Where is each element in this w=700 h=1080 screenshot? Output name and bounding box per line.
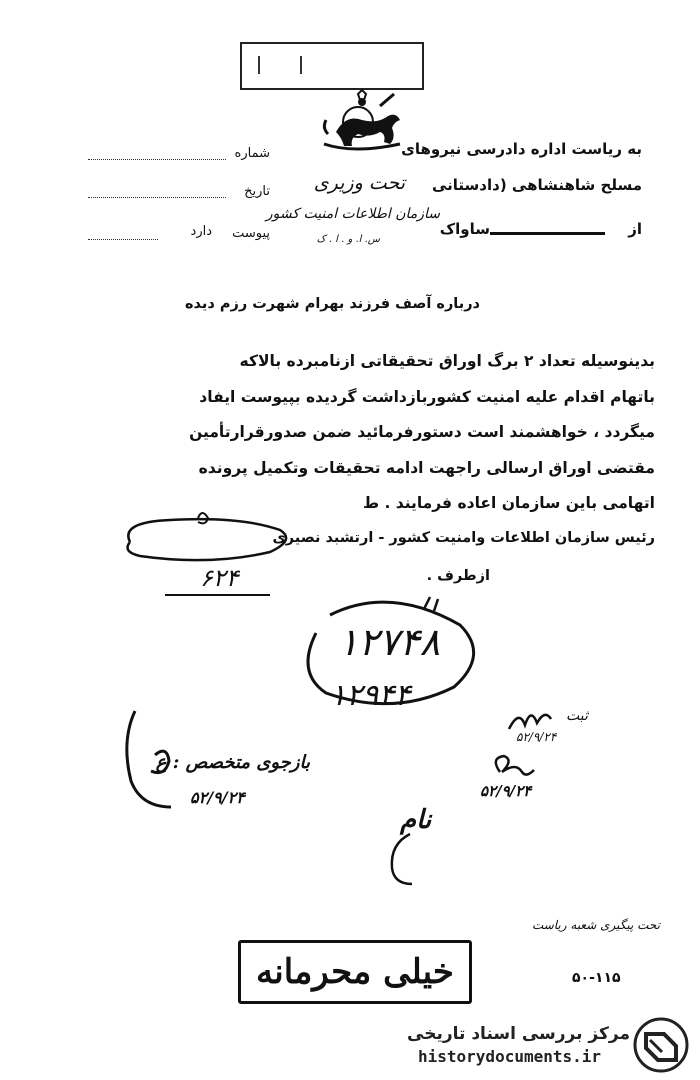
archive-logo-icon — [632, 1016, 690, 1074]
header-handwritten-dept: سازمان اطلاعات امنیت کشور — [265, 206, 440, 222]
date-field — [88, 196, 226, 198]
right-note-date-1: ۵۲/۹/۲۴ — [516, 730, 557, 744]
right-note-date-2: ۵۲/۹/۲۴ — [480, 782, 532, 800]
right-note-sign: نام — [400, 805, 432, 835]
right-signature-scribble-2 — [480, 752, 550, 782]
number-label: شماره — [234, 146, 270, 161]
stamp-number-2: ۱۲۹۴۴ — [330, 678, 411, 713]
body-line-3: میگردد ، خواهشمند است دستورفرمائید ضمن صدورقرارتأمین — [189, 423, 655, 441]
watermark-title: مرکز بررسی اسناد تاریخی — [407, 1024, 630, 1044]
doc-code: ۵۰-۱۱۵ — [572, 970, 621, 986]
signature-underline — [165, 594, 270, 596]
body-line-1: بدینوسیله تعداد ۲ برگ اوراق تحقیقاتی ازنامبرده بالاکه — [239, 352, 655, 370]
attachment-field — [88, 238, 158, 240]
body-line-5: اتهامی باین سازمان اعاده فرمایند . ط — [362, 494, 655, 512]
stamp-number-1: ۱۲۷۴۸ — [338, 620, 441, 664]
subject-line: درباره آصف فرزند بهرام شهرت رزم دیده — [184, 296, 480, 312]
signature-code: ۶۲۴ — [200, 564, 239, 592]
signature-by-order: ازطرف . — [426, 568, 490, 584]
number-field — [88, 158, 226, 160]
header-line-3-prefix: از — [628, 220, 642, 238]
classification-label: خیلی محرمانه — [256, 952, 454, 992]
left-note-line-2: ۵۲/۹/۲۴ — [190, 788, 245, 807]
stamp-scribble — [258, 56, 302, 74]
header-line-3-dash — [490, 232, 605, 235]
header-line-1: به ریاست اداره دادرسی نیروهای — [401, 140, 642, 158]
right-signature-scribble-3 — [380, 830, 430, 890]
right-note-word: ثبت — [566, 708, 588, 724]
signature-title: رئیس سازمان اطلاعات وامنیت کشور - ارتشبد نصیری — [272, 530, 655, 546]
classification-stamp — [238, 940, 472, 1004]
watermark-url: historydocuments.ir — [418, 1047, 602, 1066]
attachment-value: دارد — [190, 224, 212, 239]
attachment-label: پیوست — [232, 226, 270, 241]
right-note-bottom: تحت پیگیری شعبه ریاست — [531, 918, 660, 932]
header-line-2: مسلح شاهنشاهی (دادستانی — [431, 176, 642, 194]
header-line-3-mid: ساواک — [439, 220, 490, 238]
top-stamp-box — [240, 42, 424, 90]
body-line-2: باتهام اقدام علیه امنیت کشوربازداشت گردیده بپیوست ایفاد — [199, 388, 655, 406]
body-line-4: مقتضی اوراق ارسالی راجهت ادامه تحقیقات وتکمیل پرونده — [198, 459, 655, 477]
date-label: تاریخ — [244, 184, 270, 199]
header-handwritten-sub: س. ا. و . ا . ک — [316, 234, 380, 245]
left-note-line-1: بازجوی متخصص : ع — [155, 752, 310, 773]
header-line-2-handwritten: تحت وزیری — [313, 172, 405, 194]
